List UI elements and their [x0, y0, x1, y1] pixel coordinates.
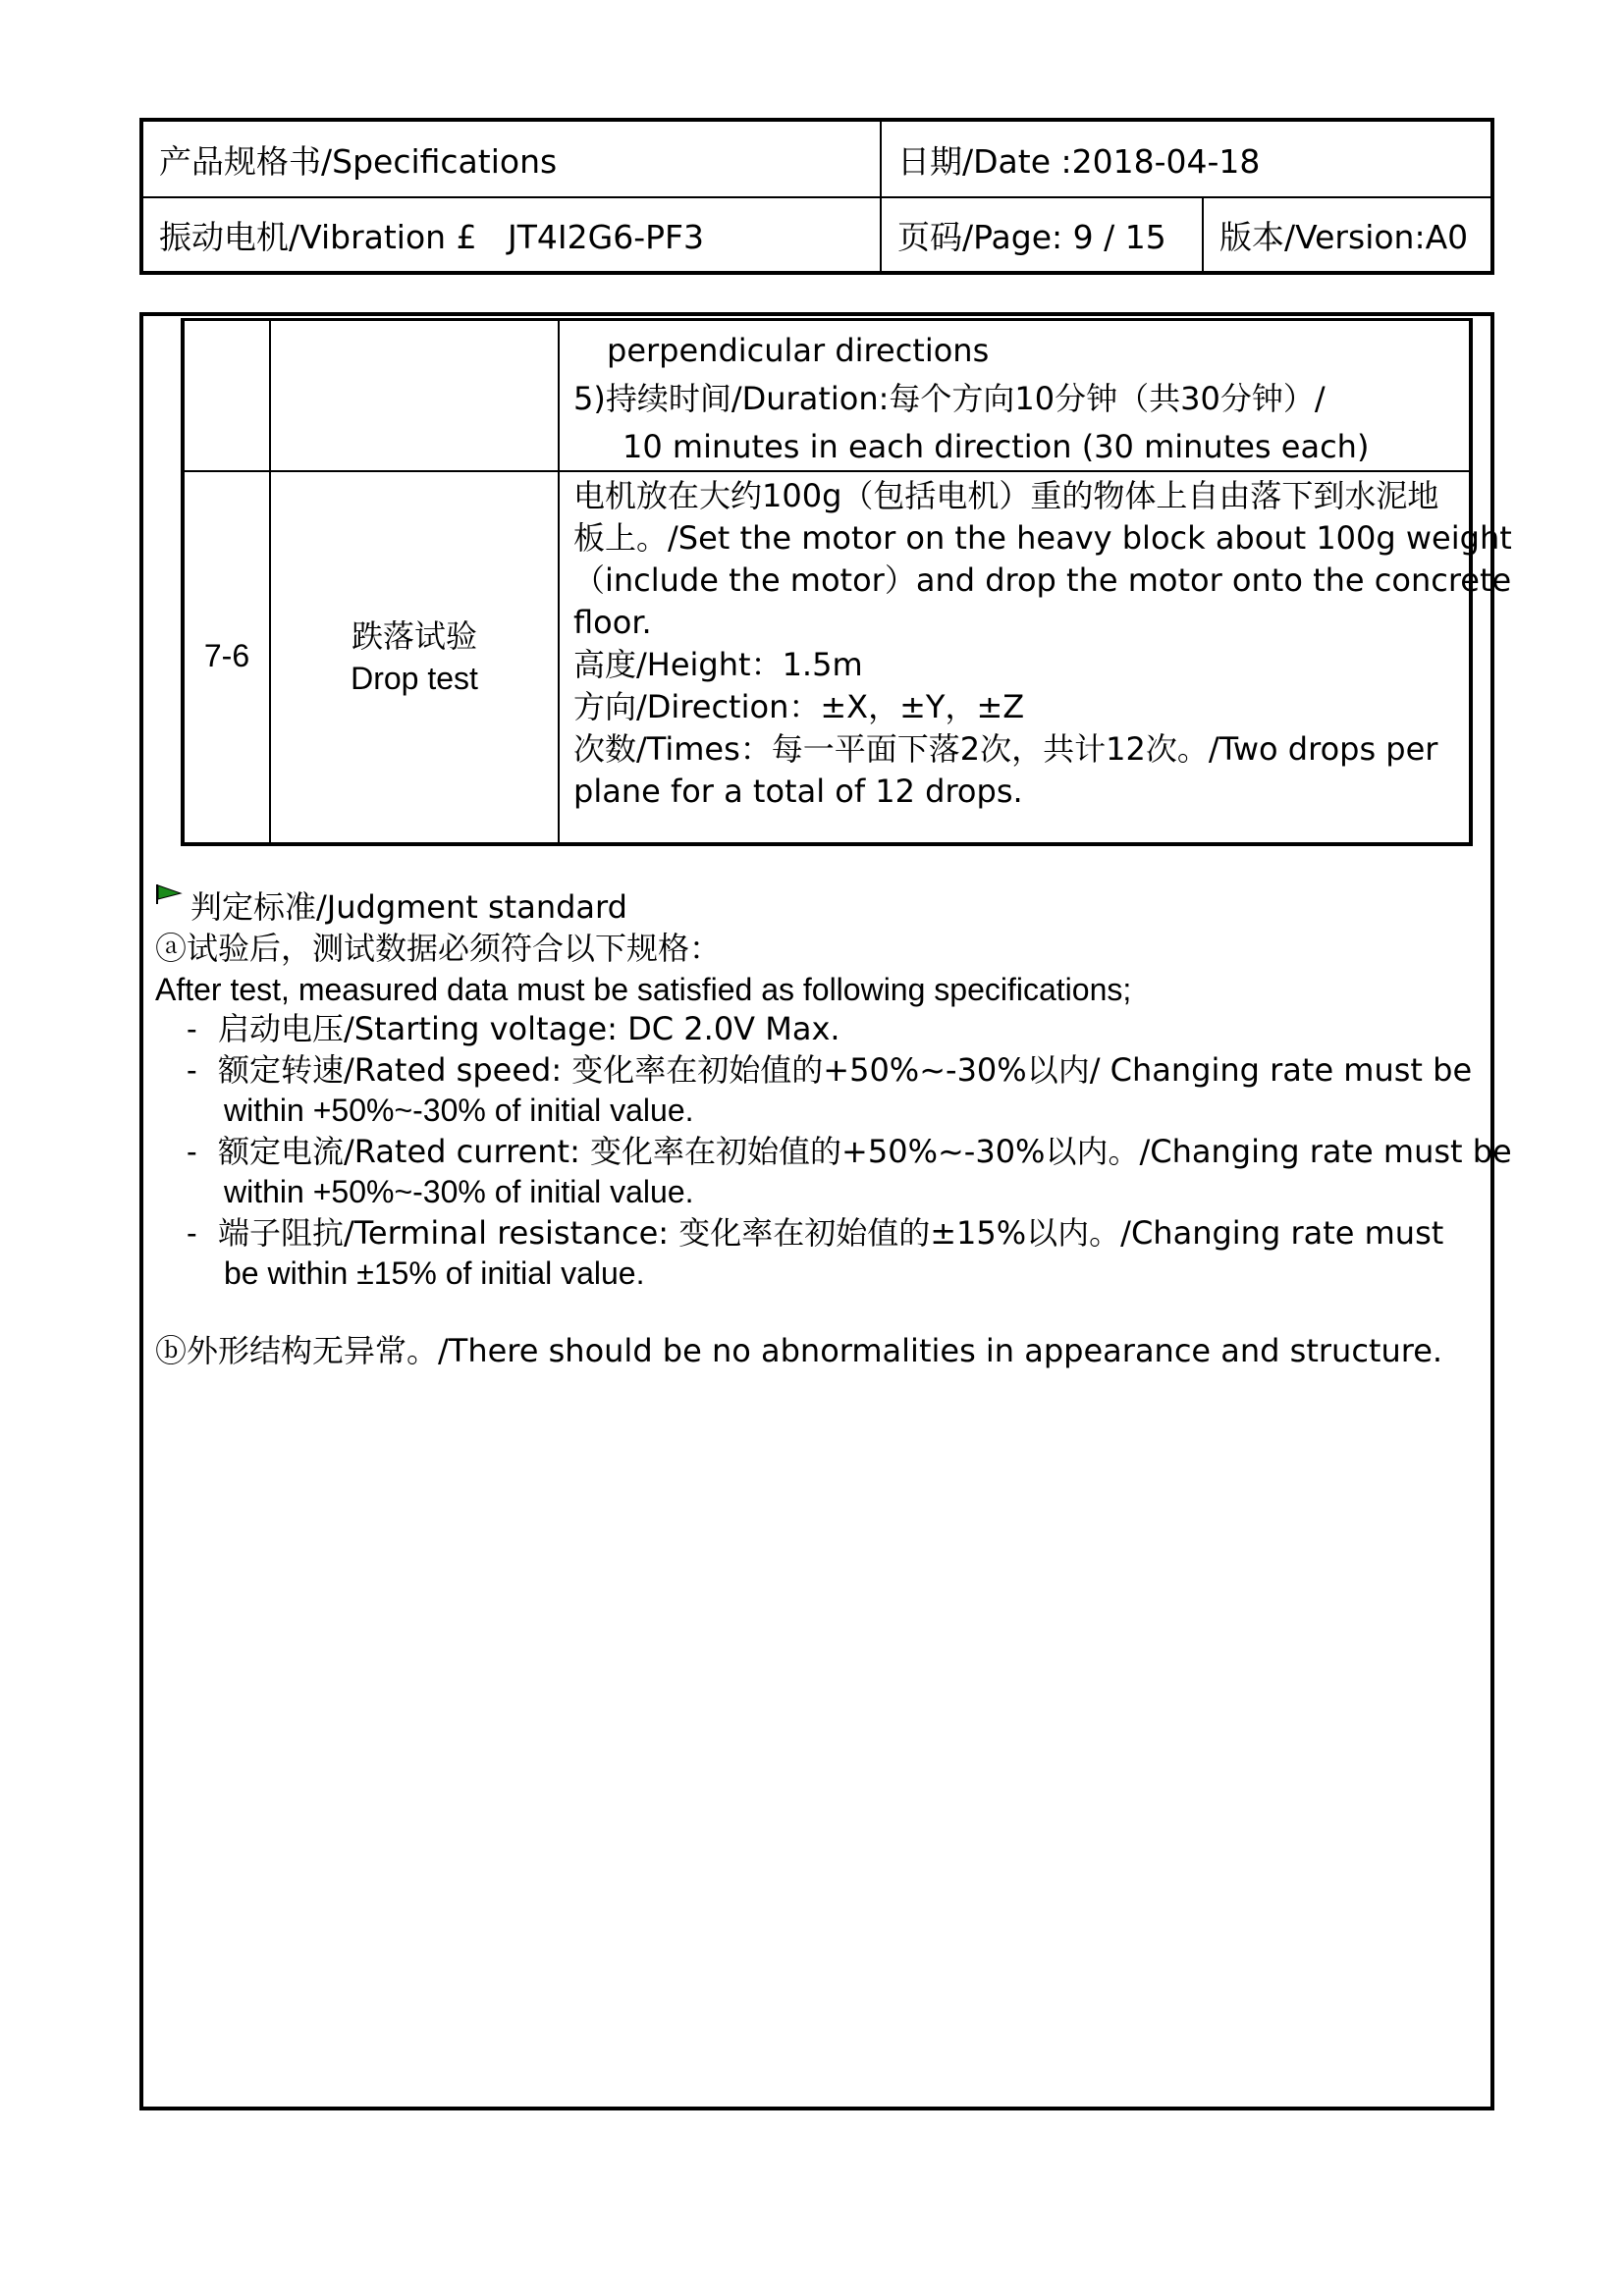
- judgment-b: ⓑ外形结构无异常。/There should be no abnormalities in appearance and structure.: [155, 1332, 1443, 1369]
- desc-line: 方向/Direction：±X，±Y，±Z: [573, 688, 1025, 725]
- prev-row-line-1: perpendicular directions: [607, 332, 990, 369]
- item-rated-current: 额定电流/Rated current: 变化率在初始值的+50%~-30%以内。/Changing rate must be: [218, 1133, 1512, 1170]
- table-col-divider-2: [558, 321, 560, 842]
- judgment-title: 判定标准/Judgment standard: [190, 888, 627, 926]
- test-name-cn: 跌落试验: [351, 617, 477, 655]
- table-row-divider: [185, 470, 1469, 472]
- desc-line: 高度/Height：1.5m: [573, 646, 863, 683]
- item-rated-speed-cont: within +50%~-30% of initial value.: [224, 1093, 694, 1128]
- desc-line: floor.: [573, 604, 652, 641]
- spec-title: 产品规格书/Specifications: [159, 141, 558, 181]
- content-frame: [139, 312, 1512, 2110]
- item-terminal-resistance-cont: be within ±15% of initial value.: [224, 1255, 645, 1291]
- judgment-a-cn: ⓐ试验后，测试数据必须符合以下规格：: [155, 930, 722, 967]
- test-name-en: Drop test: [351, 661, 478, 696]
- page-number: 页码/Page: 9 / 15: [897, 217, 1166, 256]
- item-rated-current-cont: within +50%~-30% of initial value.: [224, 1174, 694, 1209]
- item-dash: -: [187, 1215, 197, 1251]
- desc-line: 次数/Times：每一平面下落2次，共计12次。/Two drops per: [573, 730, 1438, 768]
- test-number: 7-6: [203, 638, 250, 673]
- judgment-a-en: After test, measured data must be satisfied as following specifications;: [155, 972, 1132, 1007]
- desc-line: 板上。/Set the motor on the heavy block about 100g weight: [573, 519, 1512, 557]
- product-name: 振动电机/Vibration £ JT4I2G6-PF3: [159, 217, 705, 256]
- prev-row-line-3: 10 minutes in each direction (30 minutes each): [623, 428, 1370, 465]
- item-dash: -: [187, 1052, 197, 1088]
- desc-line: （include the motor）and drop the motor onto the concrete: [573, 561, 1512, 599]
- item-dash: -: [187, 1011, 197, 1046]
- table-col-divider-1: [269, 321, 271, 842]
- item-dash: -: [187, 1134, 197, 1169]
- item-terminal-resistance: 端子阻抗/Terminal resistance: 变化率在初始值的±15%以内。/Changing rate must: [218, 1214, 1444, 1252]
- desc-line: 电机放在大约100g（包括电机）重的物体上自由落下到水泥地: [573, 477, 1439, 514]
- item-starting-voltage: 启动电压/Starting voltage: DC 2.0V Max.: [218, 1010, 840, 1047]
- date-field: 日期/Date :2018-04-18: [897, 141, 1261, 181]
- green-triangle-bullet-icon: [155, 883, 183, 905]
- version-field: 版本/Version:A0: [1219, 217, 1469, 256]
- document-header: [139, 118, 1494, 275]
- prev-row-line-2: 5)持续时间/Duration:每个方向10分钟（共30分钟）/: [573, 380, 1326, 417]
- test-table: [181, 318, 1512, 846]
- test-description: [573, 475, 1512, 813]
- item-rated-speed: 额定转速/Rated speed: 变化率在初始值的+50%~-30%以内/ Changing rate must be: [218, 1051, 1473, 1089]
- desc-line: plane for a total of 12 drops.: [573, 773, 1023, 810]
